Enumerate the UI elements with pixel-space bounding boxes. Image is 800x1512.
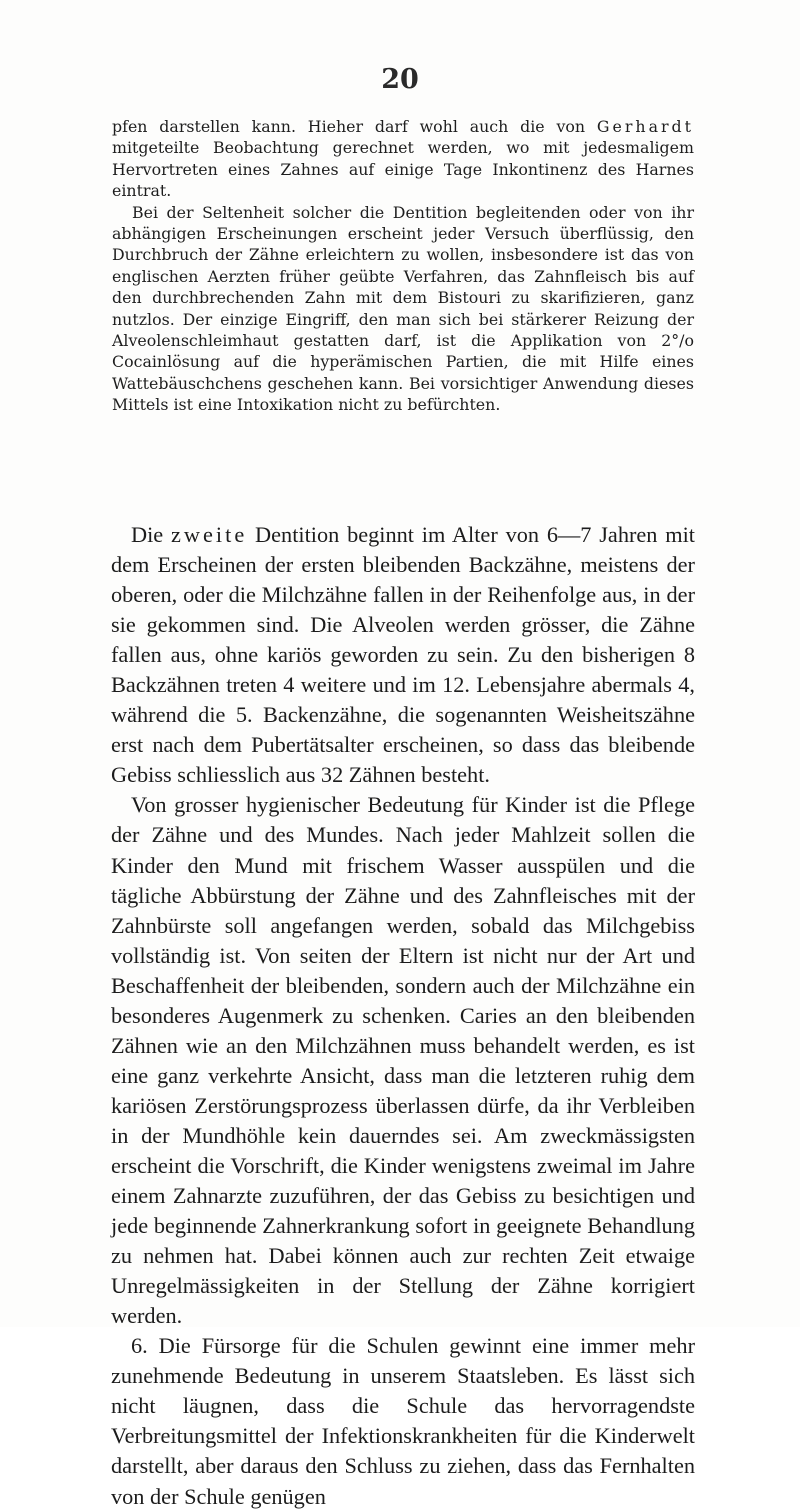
- main-text-section: [111, 520, 695, 1512]
- main-paragraph-3: 6. Die Fürsorge für die Schulen gewinnt eine immer mehr zunehmende Bedeutung in unserem Staatsleben. Es lässt sich nicht läugnen, dass die Schule das hervorragendste Verbreitungsmittel der Infektionskrankheiten für die Kinderwelt darstellt, aber daraus den Schluss zu ziehen, dass das Fernhalten von der Schule genügen: [111, 1333, 695, 1509]
- small-paragraph-1-text-a: pfen darstellen kann. Hieher darf wohl auch die von: [112, 117, 597, 136]
- page-number: 20: [381, 64, 419, 95]
- small-paragraph-2: Bei der Seltenheit solcher die Dentition begleitenden oder von ihr abhängigen Erscheinungen erscheint jeder Versuch überflüssig, den Durchbruch der Zähne erleichtern zu wollen, insbesondere ist das von englischen Aerzten früher geübte Verfahren, das Zahnfleisch bis auf den durchbrechenden Zahn mit dem Bistouri zu skarifizieren, ganz nutzlos. Der einzige Eingriff, den man sich bei stärkerer Reizung der Alveolenschleimhaut gestatten darf, ist die Applikation von 2°/o Cocainlösung auf die hyperämischen Partien, die mit Hilfe eines Wattebäuschchens geschehen kann. Bei vorsichtiger Anwendung dieses Mittels ist eine Intoxikation nicht zu befürchten.: [112, 202, 694, 415]
- small-paragraph-1: [112, 116, 694, 202]
- main-paragraph-1: [111, 520, 695, 790]
- small-paragraph-1-text-b: mitgeteilte Beobachtung gerechnet werden, wo mit jedesmaligem Hervortreten eines Zahnes auf einige Tage Inkontinenz des Harnes eintrat.: [112, 138, 694, 201]
- main-paragraph-2: Von grosser hygienischer Bedeutung für Kinder ist die Pflege der Zähne und des Mundes. Nach jeder Mahlzeit sollen die Kinder den Mund mit frischem Wasser ausspülen und die tägliche Abbürstung der Zähne und des Zahnfleisches mit der Zahnbürste soll angefangen werden, sobald das Milchgebiss vollständig ist. Von seiten der Eltern ist nicht nur der Art und Beschaffenheit der bleibenden, sondern auch der Milchzähne ein besonderes Augenmerk zu schenken. Caries an den bleibenden Zähnen wie an den Milchzähnen muss behandelt werden, es ist eine ganz verkehrte Ansicht, dass man die letzteren ruhig dem kariösen Zerstörungsprozess überlassen dürfe, da ihr Verbleiben in der Mundhöhle kein dauerndes sei. Am zweckmässigsten erscheint die Vorschrift, die Kinder wenigstens zweimal im Jahre einem Zahnarzte zuzuführen, der das Gebiss zu besichtigen und jede beginnende Zahnerkrankung sofort in geeignete Behandlung zu nehmen hat. Dabei können auch zur rechten Zeit etwaige Unregelmässigkeiten in der Stellung der Zähne korrigiert werden.: [111, 792, 695, 1329]
- main-paragraph-1-text-a: Die: [131, 522, 172, 547]
- small-print-section: [112, 116, 694, 416]
- main-paragraph-1-text-b: Dentition beginnt im Alter von 6—7 Jahren mit dem Erscheinen der ersten bleibenden Backzähne, meistens der oberen, oder die Milchzähne fallen in der Reihenfolge aus, in der sie gekommen sind. Die Alveolen werden grösser, die Zähne fallen aus, ohne kariös geworden zu sein. Zu den bisherigen 8 Backzähnen treten 4 weitere und im 12. Lebensjahre abermals 4, während die 5. Backenzähne, die sogenannten Weisheitszähne erst nach dem Pubertätsalter erscheinen, so dass das bleibende Gebiss schliesslich aus 32 Zähnen besteht.: [111, 522, 695, 788]
- cited-author-name: Gerhardt: [596, 117, 694, 136]
- emphasized-word: zweite: [171, 522, 248, 547]
